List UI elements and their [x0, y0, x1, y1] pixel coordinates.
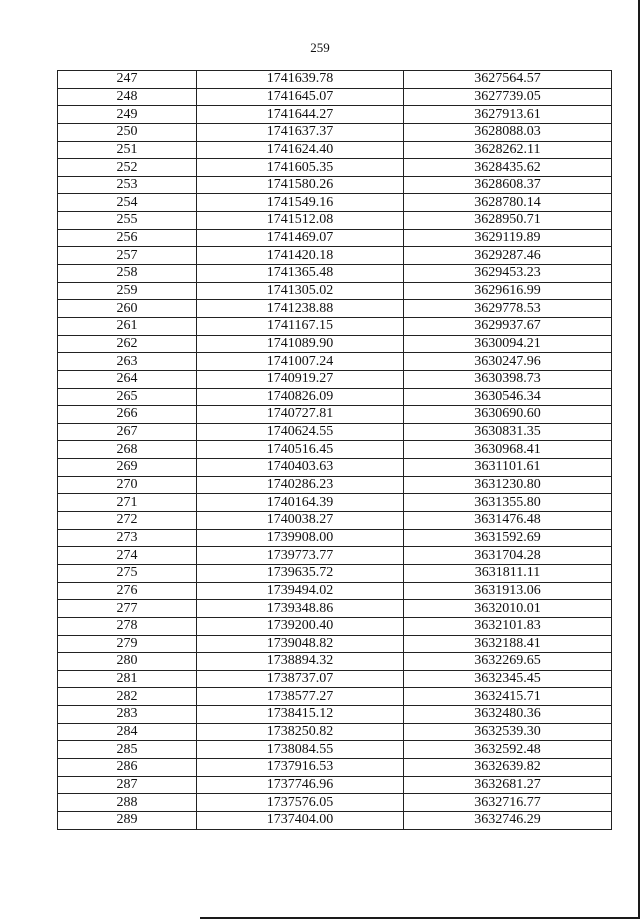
x-coordinate-cell: 1737404.00 — [197, 811, 404, 829]
table-row — [58, 723, 612, 741]
x-coordinate-cell: 1740164.39 — [197, 494, 404, 512]
point-number-cell: 256 — [58, 229, 197, 247]
x-coordinate-cell: 1741305.02 — [197, 282, 404, 300]
table-row — [58, 300, 612, 318]
y-coordinate-cell: 3629453.23 — [404, 265, 612, 283]
point-number-cell: 285 — [58, 741, 197, 759]
x-coordinate-cell: 1740826.09 — [197, 388, 404, 406]
y-coordinate-cell: 3630398.73 — [404, 370, 612, 388]
x-coordinate-cell: 1741644.27 — [197, 106, 404, 124]
y-coordinate-cell: 3632188.41 — [404, 635, 612, 653]
x-coordinate-cell: 1738250.82 — [197, 723, 404, 741]
x-coordinate-cell: 1739048.82 — [197, 635, 404, 653]
point-number-cell: 263 — [58, 353, 197, 371]
y-coordinate-cell: 3632716.77 — [404, 794, 612, 812]
x-coordinate-cell: 1740727.81 — [197, 406, 404, 424]
table-row — [58, 441, 612, 459]
table-row — [58, 706, 612, 724]
x-coordinate-cell: 1740919.27 — [197, 370, 404, 388]
table-row — [58, 370, 612, 388]
y-coordinate-cell: 3632010.01 — [404, 600, 612, 618]
x-coordinate-cell: 1741167.15 — [197, 317, 404, 335]
y-coordinate-cell: 3632539.30 — [404, 723, 612, 741]
table-row — [58, 88, 612, 106]
y-coordinate-cell: 3632345.45 — [404, 670, 612, 688]
y-coordinate-cell: 3631101.61 — [404, 459, 612, 477]
x-coordinate-cell: 1740038.27 — [197, 512, 404, 530]
x-coordinate-cell: 1740516.45 — [197, 441, 404, 459]
table-row — [58, 335, 612, 353]
y-coordinate-cell: 3628950.71 — [404, 212, 612, 230]
x-coordinate-cell: 1739200.40 — [197, 617, 404, 635]
table-row — [58, 529, 612, 547]
point-number-cell: 253 — [58, 176, 197, 194]
y-coordinate-cell: 3632639.82 — [404, 758, 612, 776]
table-row — [58, 547, 612, 565]
table-row — [58, 670, 612, 688]
y-coordinate-cell: 3630247.96 — [404, 353, 612, 371]
x-coordinate-cell: 1741637.37 — [197, 123, 404, 141]
point-number-cell: 260 — [58, 300, 197, 318]
point-number-cell: 254 — [58, 194, 197, 212]
table-row — [58, 635, 612, 653]
x-coordinate-cell: 1741645.07 — [197, 88, 404, 106]
x-coordinate-cell: 1737576.05 — [197, 794, 404, 812]
x-coordinate-cell: 1741007.24 — [197, 353, 404, 371]
y-coordinate-cell: 3630690.60 — [404, 406, 612, 424]
table-row — [58, 600, 612, 618]
x-coordinate-cell: 1738084.55 — [197, 741, 404, 759]
table-row — [58, 582, 612, 600]
point-number-cell: 259 — [58, 282, 197, 300]
y-coordinate-cell: 3628435.62 — [404, 159, 612, 177]
point-number-cell: 258 — [58, 265, 197, 283]
x-coordinate-cell: 1740403.63 — [197, 459, 404, 477]
point-number-cell: 279 — [58, 635, 197, 653]
x-coordinate-cell: 1741089.90 — [197, 335, 404, 353]
x-coordinate-cell: 1741238.88 — [197, 300, 404, 318]
y-coordinate-cell: 3632746.29 — [404, 811, 612, 829]
y-coordinate-cell: 3632480.36 — [404, 706, 612, 724]
x-coordinate-cell: 1741420.18 — [197, 247, 404, 265]
point-number-cell: 286 — [58, 758, 197, 776]
table-row — [58, 741, 612, 759]
table-row — [58, 265, 612, 283]
y-coordinate-cell: 3628608.37 — [404, 176, 612, 194]
point-number-cell: 273 — [58, 529, 197, 547]
table-row — [58, 212, 612, 230]
x-coordinate-cell: 1739908.00 — [197, 529, 404, 547]
table-row — [58, 512, 612, 530]
table-row — [58, 247, 612, 265]
y-coordinate-cell: 3630968.41 — [404, 441, 612, 459]
x-coordinate-cell: 1741639.78 — [197, 71, 404, 89]
point-number-cell: 283 — [58, 706, 197, 724]
y-coordinate-cell: 3628088.03 — [404, 123, 612, 141]
point-number-cell: 255 — [58, 212, 197, 230]
table-row — [58, 123, 612, 141]
table-row — [58, 406, 612, 424]
point-number-cell: 281 — [58, 670, 197, 688]
x-coordinate-cell: 1739348.86 — [197, 600, 404, 618]
y-coordinate-cell: 3627913.61 — [404, 106, 612, 124]
table-row — [58, 811, 612, 829]
y-coordinate-cell: 3631704.28 — [404, 547, 612, 565]
point-number-cell: 277 — [58, 600, 197, 618]
point-number-cell: 287 — [58, 776, 197, 794]
table-row — [58, 688, 612, 706]
table-row — [58, 194, 612, 212]
y-coordinate-cell: 3627739.05 — [404, 88, 612, 106]
table-row — [58, 776, 612, 794]
x-coordinate-cell: 1739635.72 — [197, 564, 404, 582]
table-row — [58, 617, 612, 635]
y-coordinate-cell: 3629937.67 — [404, 317, 612, 335]
y-coordinate-cell: 3627564.57 — [404, 71, 612, 89]
y-coordinate-cell: 3629287.46 — [404, 247, 612, 265]
table-row — [58, 176, 612, 194]
x-coordinate-cell: 1741549.16 — [197, 194, 404, 212]
table-row — [58, 423, 612, 441]
point-number-cell: 251 — [58, 141, 197, 159]
y-coordinate-cell: 3632415.71 — [404, 688, 612, 706]
y-coordinate-cell: 3632101.83 — [404, 617, 612, 635]
y-coordinate-cell: 3632269.65 — [404, 653, 612, 671]
y-coordinate-cell: 3632681.27 — [404, 776, 612, 794]
y-coordinate-cell: 3631355.80 — [404, 494, 612, 512]
y-coordinate-cell: 3631476.48 — [404, 512, 612, 530]
table-row — [58, 353, 612, 371]
point-number-cell: 280 — [58, 653, 197, 671]
x-coordinate-cell: 1738737.07 — [197, 670, 404, 688]
point-number-cell: 274 — [58, 547, 197, 565]
point-number-cell: 284 — [58, 723, 197, 741]
x-coordinate-cell: 1738577.27 — [197, 688, 404, 706]
table-row — [58, 794, 612, 812]
point-number-cell: 266 — [58, 406, 197, 424]
point-number-cell: 271 — [58, 494, 197, 512]
point-number-cell: 250 — [58, 123, 197, 141]
x-coordinate-cell: 1741365.48 — [197, 265, 404, 283]
y-coordinate-cell: 3629778.53 — [404, 300, 612, 318]
table-row — [58, 282, 612, 300]
point-number-cell: 249 — [58, 106, 197, 124]
coordinate-table — [57, 70, 612, 830]
point-number-cell: 267 — [58, 423, 197, 441]
table-row — [58, 653, 612, 671]
y-coordinate-cell: 3631592.69 — [404, 529, 612, 547]
x-coordinate-cell: 1737746.96 — [197, 776, 404, 794]
point-number-cell: 264 — [58, 370, 197, 388]
point-number-cell: 269 — [58, 459, 197, 477]
y-coordinate-cell: 3630831.35 — [404, 423, 612, 441]
table-row — [58, 141, 612, 159]
y-coordinate-cell: 3631230.80 — [404, 476, 612, 494]
y-coordinate-cell: 3628780.14 — [404, 194, 612, 212]
table-row — [58, 388, 612, 406]
x-coordinate-cell: 1740624.55 — [197, 423, 404, 441]
table-row — [58, 758, 612, 776]
point-number-cell: 282 — [58, 688, 197, 706]
point-number-cell: 289 — [58, 811, 197, 829]
point-number-cell: 276 — [58, 582, 197, 600]
table-row — [58, 494, 612, 512]
point-number-cell: 265 — [58, 388, 197, 406]
x-coordinate-cell: 1738415.12 — [197, 706, 404, 724]
point-number-cell: 261 — [58, 317, 197, 335]
y-coordinate-cell: 3631811.11 — [404, 564, 612, 582]
y-coordinate-cell: 3630094.21 — [404, 335, 612, 353]
point-number-cell: 262 — [58, 335, 197, 353]
point-number-cell: 275 — [58, 564, 197, 582]
x-coordinate-cell: 1739773.77 — [197, 547, 404, 565]
x-coordinate-cell: 1741512.08 — [197, 212, 404, 230]
x-coordinate-cell: 1739494.02 — [197, 582, 404, 600]
page-number: 259 — [310, 40, 330, 55]
x-coordinate-cell: 1738894.32 — [197, 653, 404, 671]
x-coordinate-cell: 1741580.26 — [197, 176, 404, 194]
point-number-cell: 252 — [58, 159, 197, 177]
table-row — [58, 459, 612, 477]
x-coordinate-cell: 1737916.53 — [197, 758, 404, 776]
point-number-cell: 268 — [58, 441, 197, 459]
table-row — [58, 106, 612, 124]
table-row — [58, 71, 612, 89]
y-coordinate-cell: 3630546.34 — [404, 388, 612, 406]
coordinate-table-body — [58, 71, 612, 830]
table-row — [58, 159, 612, 177]
point-number-cell: 257 — [58, 247, 197, 265]
point-number-cell: 288 — [58, 794, 197, 812]
x-coordinate-cell: 1741624.40 — [197, 141, 404, 159]
y-coordinate-cell: 3632592.48 — [404, 741, 612, 759]
point-number-cell: 248 — [58, 88, 197, 106]
y-coordinate-cell: 3628262.11 — [404, 141, 612, 159]
table-row — [58, 476, 612, 494]
point-number-cell: 278 — [58, 617, 197, 635]
y-coordinate-cell: 3629119.89 — [404, 229, 612, 247]
y-coordinate-cell: 3631913.06 — [404, 582, 612, 600]
table-row — [58, 317, 612, 335]
x-coordinate-cell: 1740286.23 — [197, 476, 404, 494]
point-number-cell: 272 — [58, 512, 197, 530]
y-coordinate-cell: 3629616.99 — [404, 282, 612, 300]
table-row — [58, 229, 612, 247]
x-coordinate-cell: 1741605.35 — [197, 159, 404, 177]
point-number-cell: 270 — [58, 476, 197, 494]
point-number-cell: 247 — [58, 71, 197, 89]
table-row — [58, 564, 612, 582]
x-coordinate-cell: 1741469.07 — [197, 229, 404, 247]
